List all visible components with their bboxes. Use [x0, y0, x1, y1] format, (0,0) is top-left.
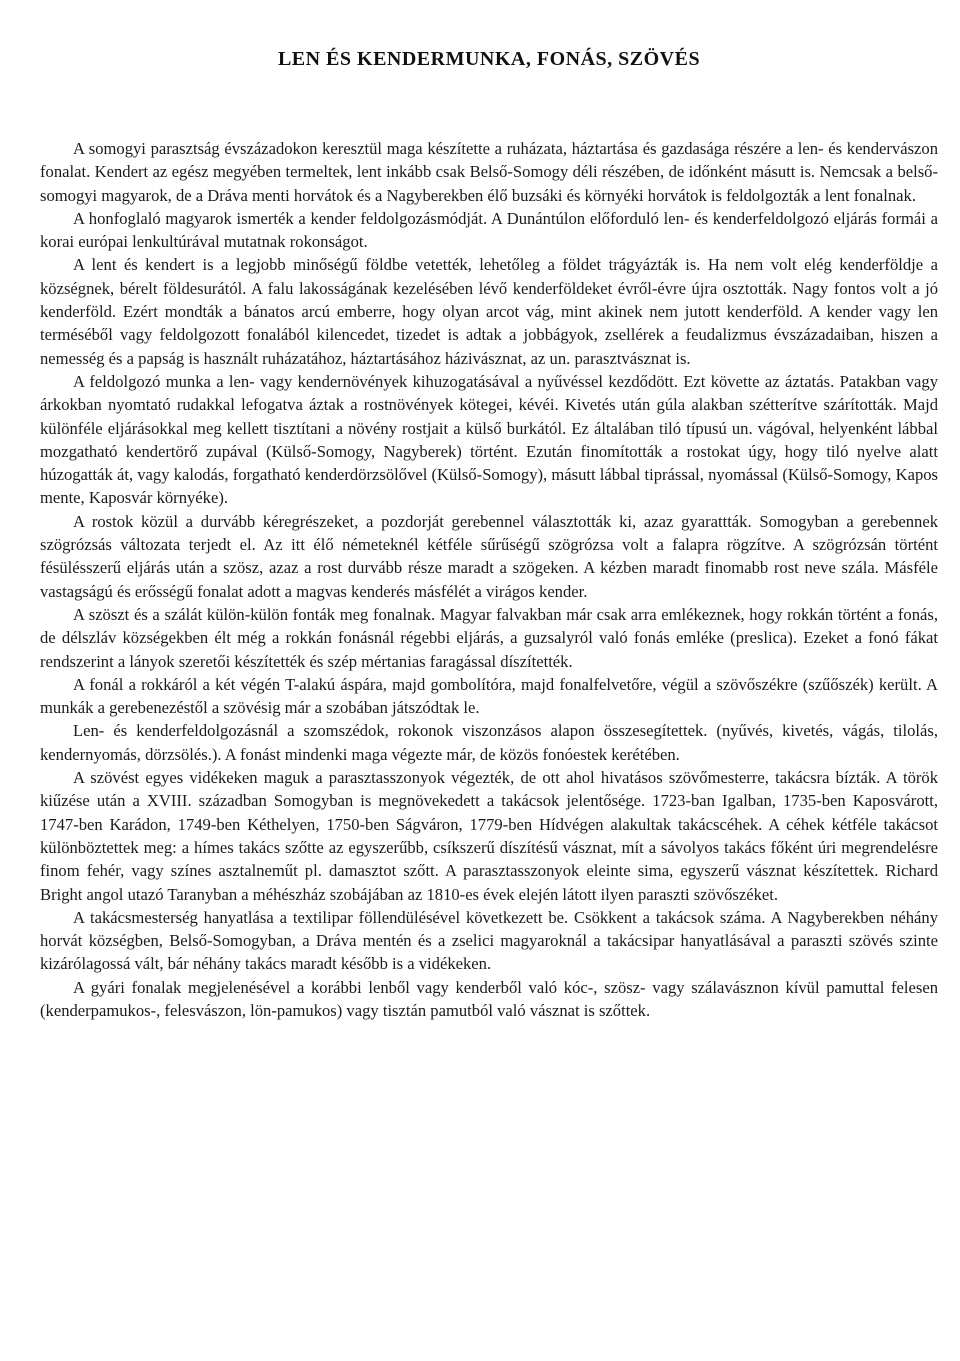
paragraph: A lent és kendert is a legjobb minőségű földbe vetették, lehetőleg a földet trágyázták is. Ha nem volt elég kenderföldje a községnek, bérelt földesurától. A falu lakosságának kezelésében lévő kenderföldeket évről-évre újra osztották. Nagy fontos volt a jó kenderföld. Ezért mondták a bánatos arcú emberre, hogy olyan arcot vág, mint akinek nem jutott kenderföld. A kender vagy len terméséből vagy feldolgozott fonalából kilencedet, tizedet is adtak a jobbágyok, zsellérek a feudalizmus évszázadaiban, hiszen a nemesség és a papság is használt ruházatához, háztartásához házivásznat, az un. parasztvásznat is.: [40, 255, 938, 368]
article-body: [40, 137, 938, 1022]
paragraph: A somogyi parasztság évszázadokon keresztül maga készítette a ruházata, háztartása és gazdasága részére a len- és kendervászon fonalat. Kendert az egész megyében termeltek, lent inkább csak Belső-Somogy déli részében, de időnként másutt is. Nemcsak a belső-somogyi magyarok, de a Dráva menti horvátok és a Nagyberekben élő buzsáki és környéki horvátok is feldolgozták a lent fonalnak.: [40, 139, 938, 205]
paragraph: A feldolgozó munka a len- vagy kendernövények kihuzogatásával a nyűvéssel kezdődött. Ezt követte az áztatás. Patakban vagy árkokban nyomtató rudakkal lefogatva áztak a rostnövények kötegei, kévéi. Kivetés után gúla alakban szétterítve szárították. Majd különféle eljárásokkal meg kellett tisztítani a növény rostjait a külső burkától. Ez általában tiló típusú un. vágóval, helyenként lábbal mozgatható kendertörő zupával (Külső-Somogy, Nagyberek) történt. Ezután finomították a rostokat úgy, hogy tiló nyelve alatt húzogatták át, vagy kalodás, forgatható kenderdörzsölővel (Külső-Somogy), másutt lábbal tiprással, nyomással (Külső-Somogy, Kapos mente, Kaposvár környéke).: [40, 371, 938, 508]
paragraph: A fonál a rokkáról a két végén T-alakú áspára, majd gombolítóra, majd fonalfelvetőre, végül a szövőszékre (szűőszék) került. A munkák a gerebenezéstől a szövésig már a szobában játszódtak le.: [40, 674, 938, 718]
paragraph: A rostok közül a durvább kéregrészeket, a pozdorját gerebennel választották ki, azaz gyarattták. Somogyban a gerebennek szögrózsás változata terjedt el. Az itt élő németeknél kétféle sűrűségű szögrózsa volt a falapra rögzítve. A szögrózsán történt fésülésszerű eljárás után a szösz, azaz a rost durvább része maradt a szögeken. A kézben maradt finomabb rost neve szála. Másféle vastagságú és erősségű fonalat adott a magvas kenderés másfélét a virágos kender.: [40, 511, 938, 601]
paragraph: A takácsmesterség hanyatlása a textilipar föllendülésével következett be. Csökkent a takácsok száma. A Nagyberekben néhány horvát községben, Belső-Somogyban, a Dráva mentén és a zselici magyaroknál a takácsipar hanyatlásával a paraszti szövés szinte kizárólagossá vált, bár néhány takács maradt később is a vidékeken.: [40, 907, 938, 974]
paragraph: Len- és kenderfeldolgozásnál a szomszédok, rokonok viszonzásos alapon összesegítettek. (nyűvés, kivetés, vágás, tilolás, kendernyomás, dörzsölés.). A fonást mindenki maga végezte már, de közös fonóestek kerétében.: [40, 721, 938, 764]
paragraph: A szöszt és a szálát külön-külön fonták meg fonalnak. Magyar falvakban már csak arra emlékeznek, hogy rokkán történt a fonás, de délszláv községekben élt még a rokkán fonásnál régebbi eljárás, a guzsalyról való fonás emléke (preslica). Ezeket a fonó fákat rendszerint a lányok szeretői készítették és szép mértanias faragással díszítették.: [40, 604, 938, 671]
paragraph: A gyári fonalak megjelenésével a korábbi lenből vagy kenderből való kóc-, szösz- vagy szálavásznon kívül pamuttal felesen (kenderpamukos-, felesvászon, lön-pamukos) vagy tisztán pamutból való vásznat is szőttek.: [40, 977, 938, 1020]
paragraph: A honfoglaló magyarok ismerték a kender feldolgozásmódját. A Dunántúlon előforduló len- és kenderfeldolgozó eljárás formái a korai európai lenkultúrával mutatnak rokonságot.: [40, 208, 938, 252]
page-title: LEN ÉS KENDERMUNKA, FONÁS, SZÖVÉS: [277, 48, 701, 70]
paragraph: A szövést egyes vidékeken maguk a parasztasszonyok végezték, de ott ahol hivatásos szövőmesterre, takácsra bízták. A török kiűzése után a XVIII. században Somogyban is megnövekedett a takácsok jelentősége. 1723-ban Igalban, 1735-ben Kaposvárott, 1747-ben Karádon, 1749-ben Kéthelyen, 1750-ben Ságváron, 1779-ben Hídvégen alakultak takácscéhek. A céhek kétféle takácsot különböztettek meg: a hímes takács szőtte az egyszerűbb, csíkszerű díszítésű vásznat, mít a sávolyos takács főként úri megrendelésre finom fehér, vagy színes asztalneműt pl. damasztot szőtt. A parasztasszonyok eleinte sima, egyszerű vásznat készítettek. Richard Bright angol utazó Taranyban a méhészház szobájában az 1810-es évek elején látott ilyen paraszti szövőszéket.: [40, 768, 938, 904]
